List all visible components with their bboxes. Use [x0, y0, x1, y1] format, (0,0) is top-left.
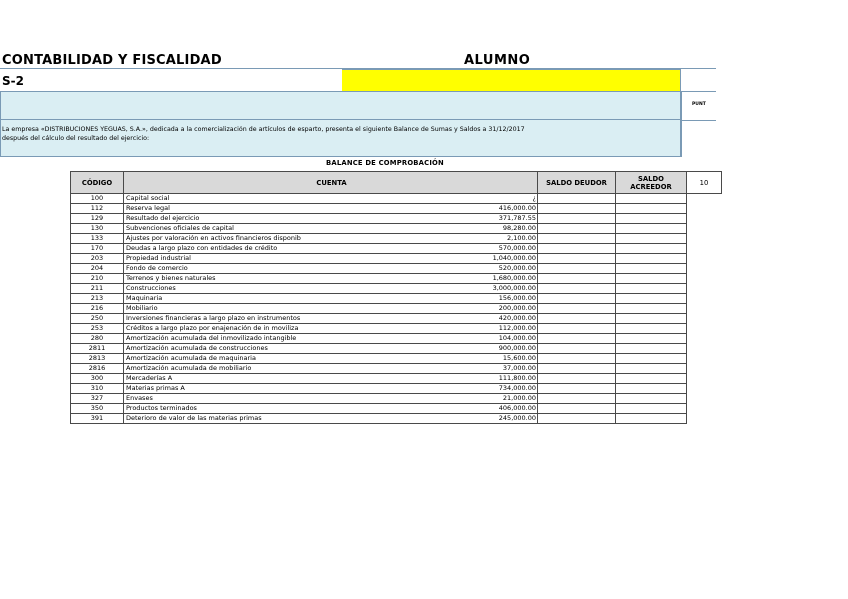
account-name: Reserva legal — [126, 204, 170, 212]
account-code: 391 — [71, 414, 124, 424]
grade-divider — [681, 120, 716, 121]
account-amount: 15,600.00 — [502, 354, 536, 362]
account-amount: 371,787.55 — [498, 214, 536, 222]
account-cell — [124, 394, 538, 404]
account-code: 112 — [71, 204, 124, 214]
account-cell — [124, 274, 538, 284]
points-spacer — [687, 404, 722, 414]
credit-input-cell[interactable] — [616, 374, 687, 384]
account-amount: 104,000.00 — [498, 334, 536, 342]
account-code: 216 — [71, 304, 124, 314]
account-amount: 200,000.00 — [498, 304, 536, 312]
points-spacer — [687, 244, 722, 254]
points-spacer — [687, 314, 722, 324]
account-cell — [124, 294, 538, 304]
debit-input-cell[interactable] — [538, 244, 616, 254]
account-amount: ¿ — [532, 194, 536, 202]
credit-input-cell[interactable] — [616, 304, 687, 314]
points-spacer — [687, 394, 722, 404]
credit-input-cell[interactable] — [616, 224, 687, 234]
debit-input-cell[interactable] — [538, 284, 616, 294]
account-cell — [124, 314, 538, 324]
debit-input-cell[interactable] — [538, 194, 616, 204]
points-spacer — [687, 324, 722, 334]
grade-column-border — [681, 91, 682, 157]
points-spacer — [687, 344, 722, 354]
account-cell — [124, 344, 538, 354]
header-points: 10 — [687, 172, 722, 194]
points-spacer — [687, 294, 722, 304]
debit-input-cell[interactable] — [538, 404, 616, 414]
table-row — [71, 244, 722, 254]
account-code: 250 — [71, 314, 124, 324]
account-code: 204 — [71, 264, 124, 274]
points-spacer — [687, 374, 722, 384]
account-cell — [124, 404, 538, 414]
punt-label: PUNT — [692, 102, 706, 107]
account-cell — [124, 414, 538, 424]
statement-line-2: después del cálculo del resultado del ejercicio: — [2, 134, 150, 142]
table-row — [71, 364, 722, 374]
table-row — [71, 274, 722, 284]
account-cell — [124, 254, 538, 264]
table-row — [71, 344, 722, 354]
account-amount: 900,000.00 — [498, 344, 536, 352]
account-amount: 98,280.00 — [502, 224, 536, 232]
account-name: Materias primas A — [126, 384, 185, 392]
table-row — [71, 204, 722, 214]
debit-input-cell[interactable] — [538, 224, 616, 234]
table-row — [71, 214, 722, 224]
points-spacer — [687, 264, 722, 274]
account-code: 133 — [71, 234, 124, 244]
credit-input-cell[interactable] — [616, 324, 687, 334]
account-cell — [124, 364, 538, 374]
sheet-id: S-2 — [2, 74, 24, 88]
debit-input-cell[interactable] — [538, 374, 616, 384]
account-code: 280 — [71, 334, 124, 344]
table-row — [71, 404, 722, 414]
account-cell — [124, 264, 538, 274]
account-amount: 2,100.00 — [507, 234, 536, 242]
alumno-label: ALUMNO — [464, 53, 531, 68]
grade-top-divider — [681, 91, 716, 92]
account-name: Construcciones — [126, 284, 176, 292]
account-amount: 37,000.00 — [502, 364, 536, 372]
account-amount: 406,000.00 — [498, 404, 536, 412]
points-spacer — [687, 194, 722, 204]
credit-input-cell[interactable] — [616, 344, 687, 354]
balance-table — [70, 171, 722, 424]
header-account: CUENTA — [124, 172, 538, 194]
account-name: Inversiones financieras a largo plazo en instrumentos — [126, 314, 301, 322]
table-row — [71, 254, 722, 264]
debit-input-cell[interactable] — [538, 204, 616, 214]
table-header-row — [71, 172, 722, 194]
table-row — [71, 194, 722, 204]
credit-input-cell[interactable] — [616, 414, 687, 424]
account-cell — [124, 334, 538, 344]
credit-input-cell[interactable] — [616, 284, 687, 294]
table-row — [71, 354, 722, 364]
account-code: 170 — [71, 244, 124, 254]
account-cell — [124, 354, 538, 364]
points-spacer — [687, 204, 722, 214]
account-code: 129 — [71, 214, 124, 224]
debit-input-cell[interactable] — [538, 294, 616, 304]
debit-input-cell[interactable] — [538, 324, 616, 334]
debit-input-cell[interactable] — [538, 234, 616, 244]
table-row — [71, 334, 722, 344]
account-name: Amortización acumulada de construcciones — [126, 344, 268, 352]
account-cell — [124, 234, 538, 244]
account-name: Envases — [126, 394, 153, 402]
points-spacer — [687, 414, 722, 424]
points-spacer — [687, 234, 722, 244]
account-name: Deudas a largo plazo con entidades de crédito — [126, 244, 278, 252]
header-credit-line-2: ACREEDOR — [630, 182, 672, 191]
debit-input-cell[interactable] — [538, 414, 616, 424]
account-code: 100 — [71, 194, 124, 204]
credit-input-cell[interactable] — [616, 264, 687, 274]
points-spacer — [687, 254, 722, 264]
credit-input-cell[interactable] — [616, 204, 687, 214]
account-code: 211 — [71, 284, 124, 294]
debit-input-cell[interactable] — [538, 384, 616, 394]
credit-input-cell[interactable] — [616, 244, 687, 254]
points-spacer — [687, 214, 722, 224]
account-amount: 111,800.00 — [498, 374, 536, 382]
account-amount: 1,680,000.00 — [492, 274, 536, 282]
table-row — [71, 394, 722, 404]
credit-input-cell[interactable] — [616, 334, 687, 344]
table-row — [71, 294, 722, 304]
credit-input-cell[interactable] — [616, 234, 687, 244]
debit-input-cell[interactable] — [538, 394, 616, 404]
points-spacer — [687, 384, 722, 394]
statement-box — [0, 120, 681, 157]
table-row — [71, 224, 722, 234]
table-row — [71, 384, 722, 394]
points-spacer — [687, 274, 722, 284]
credit-input-cell[interactable] — [616, 404, 687, 414]
account-code: 2811 — [71, 344, 124, 354]
credit-input-cell[interactable] — [616, 354, 687, 364]
account-code: 213 — [71, 294, 124, 304]
credit-input-cell[interactable] — [616, 394, 687, 404]
account-code: 310 — [71, 384, 124, 394]
debit-input-cell[interactable] — [538, 364, 616, 374]
credit-input-cell[interactable] — [616, 214, 687, 224]
account-cell — [124, 244, 538, 254]
account-name: Propiedad industrial — [126, 254, 191, 262]
debit-input-cell[interactable] — [538, 314, 616, 324]
debit-input-cell[interactable] — [538, 334, 616, 344]
account-amount: 156,000.00 — [498, 294, 536, 302]
credit-input-cell[interactable] — [616, 314, 687, 324]
account-cell — [124, 224, 538, 234]
points-spacer — [687, 224, 722, 234]
account-code: 300 — [71, 374, 124, 384]
account-code: 203 — [71, 254, 124, 264]
account-name: Amortización acumulada del inmovilizado intangible — [126, 334, 297, 342]
points-spacer — [687, 364, 722, 374]
debit-input-cell[interactable] — [538, 344, 616, 354]
header-code: CÓDIGO — [71, 172, 124, 194]
account-name: Deterioro de valor de las materias primas — [126, 414, 262, 422]
account-cell — [124, 284, 538, 294]
account-cell — [124, 214, 538, 224]
account-name: Mercaderías A — [126, 374, 173, 382]
account-name: Amortización acumulada de mobiliario — [126, 364, 252, 372]
account-amount: 245,000.00 — [498, 414, 536, 422]
account-cell — [124, 194, 538, 204]
account-code: 327 — [71, 394, 124, 404]
table-row — [71, 414, 722, 424]
table-row — [71, 324, 722, 334]
account-cell — [124, 384, 538, 394]
points-spacer — [687, 354, 722, 364]
account-amount: 520,000.00 — [498, 264, 536, 272]
account-code: 350 — [71, 404, 124, 414]
account-cell — [124, 324, 538, 334]
points-spacer — [687, 284, 722, 294]
table-row — [71, 374, 722, 384]
table-row — [71, 234, 722, 244]
account-name: Fondo de comercio — [126, 264, 188, 272]
table-title: BALANCE DE COMPROBACIÓN — [326, 159, 444, 167]
account-amount: 3,000,000.00 — [492, 284, 536, 292]
account-name: Productos terminados — [126, 404, 197, 412]
account-code: 130 — [71, 224, 124, 234]
debit-input-cell[interactable] — [538, 254, 616, 264]
instructions-banner — [0, 91, 681, 120]
debit-input-cell[interactable] — [538, 304, 616, 314]
credit-input-cell[interactable] — [616, 384, 687, 394]
account-name: Maquinaria — [126, 294, 163, 302]
credit-input-cell[interactable] — [616, 364, 687, 374]
account-code: 253 — [71, 324, 124, 334]
table-row — [71, 284, 722, 294]
alumno-name-input[interactable] — [342, 69, 681, 91]
account-code: 2813 — [71, 354, 124, 364]
account-amount: 1,040,000.00 — [492, 254, 536, 262]
account-cell — [124, 374, 538, 384]
header-credit — [616, 172, 687, 194]
account-code: 210 — [71, 274, 124, 284]
account-amount: 112,000.00 — [498, 324, 536, 332]
account-cell — [124, 304, 538, 314]
account-cell — [124, 204, 538, 214]
account-name: Terrenos y bienes naturales — [126, 274, 216, 282]
debit-input-cell[interactable] — [538, 354, 616, 364]
table-row — [71, 314, 722, 324]
points-spacer — [687, 304, 722, 314]
table-row — [71, 304, 722, 314]
debit-input-cell[interactable] — [538, 214, 616, 224]
points-spacer — [687, 334, 722, 344]
account-amount: 734,000.00 — [498, 384, 536, 392]
credit-input-cell[interactable] — [616, 274, 687, 284]
table-row — [71, 264, 722, 274]
header-credit-line-1: SALDO — [638, 174, 664, 183]
account-name: Créditos a largo plazo por enajenación de in moviliza — [126, 324, 299, 332]
account-code: 2816 — [71, 364, 124, 374]
page-title: CONTABILIDAD Y FISCALIDAD — [2, 53, 222, 68]
account-name: Mobiliario — [126, 304, 158, 312]
debit-input-cell[interactable] — [538, 274, 616, 284]
statement-line-1: La empresa «DISTRIBUCIONES YEGUAS, S.A.», dedicada a la comercialización de artículos de esparto, presenta el siguiente Balance de Sumas y Saldos a 31/12/2017 — [2, 126, 525, 133]
account-amount: 420,000.00 — [498, 314, 536, 322]
credit-input-cell[interactable] — [616, 254, 687, 264]
account-amount: 21,000.00 — [502, 394, 536, 402]
account-amount: 416,000.00 — [498, 204, 536, 212]
debit-input-cell[interactable] — [538, 264, 616, 274]
account-name: Resultado del ejercicio — [126, 214, 200, 222]
account-amount: 570,000.00 — [498, 244, 536, 252]
account-name: Amortización acumulada de maquinaria — [126, 354, 256, 362]
account-name: Ajustes por valoración en activos financieros disponib — [126, 234, 301, 242]
header-debit: SALDO DEUDOR — [538, 172, 616, 194]
account-name: Capital social — [126, 194, 170, 202]
credit-input-cell[interactable] — [616, 194, 687, 204]
account-name: Subvenciones oficiales de capital — [126, 224, 234, 232]
credit-input-cell[interactable] — [616, 294, 687, 304]
